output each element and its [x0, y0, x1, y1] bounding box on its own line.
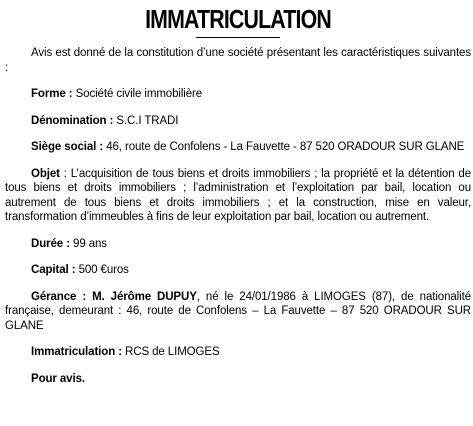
- denomination-label: Dénomination :: [31, 114, 114, 127]
- gerance-paragraph: [5, 290, 471, 334]
- denomination-line: [5, 114, 471, 129]
- duree-label: Durée :: [31, 237, 70, 250]
- objet-label: Objet: [31, 167, 60, 180]
- gerance-value: , né le 24/01/1986 à LIMOGES (87), de nationalité française, demeurant : 46, route de Confolens – La Fauvette – 87 520 ORADOUR SUR GLANE: [5, 290, 471, 332]
- siege-label: Siège social :: [31, 141, 104, 153]
- closing-text: Pour avis.: [31, 372, 85, 385]
- gerance-label: Gérance : M. Jérôme DUPUY: [31, 290, 197, 303]
- intro-paragraph: Avis est donné de la constitution d’une société présentant les caractéristiques suivantes :: [5, 47, 471, 74]
- legal-notice: [5, 0, 471, 386]
- denomination-value: S.C.I TRADI: [113, 114, 179, 127]
- immatriculation-line: [5, 345, 471, 360]
- siege-line: [5, 140, 471, 155]
- immatriculation-value: RCS de LIMOGES: [121, 346, 220, 358]
- capital-line: [5, 263, 471, 278]
- immatriculation-label: Immatriculation :: [31, 346, 122, 358]
- objet-value: : L’acquisition de tous biens et droits immobiliers ; la propriété et la détention de tous biens et droits immobiliers ; l’administration et l’exploitation par bail, location ou autrement de tous biens et droits immobiliers ; et la construction, mise en valeur, transformation d’immeubles à fins de leur exploitation par bail, location ou autrement.: [5, 167, 471, 223]
- forme-label: Forme :: [31, 88, 73, 100]
- objet-paragraph: [5, 167, 471, 225]
- forme-value: Société civile immobilière: [72, 88, 203, 100]
- duree-line: [5, 237, 471, 252]
- capital-value: 500 €uros: [75, 264, 129, 276]
- notice-title: IMMATRICULATION: [145, 4, 331, 34]
- duree-value: 99 ans: [69, 237, 107, 250]
- closing-line: [5, 372, 471, 387]
- capital-label: Capital :: [31, 264, 76, 276]
- forme-line: [5, 87, 471, 102]
- siege-value: 46, route de Confolens - La Fauvette - 87 520 ORADOUR SUR GLANE: [103, 141, 465, 153]
